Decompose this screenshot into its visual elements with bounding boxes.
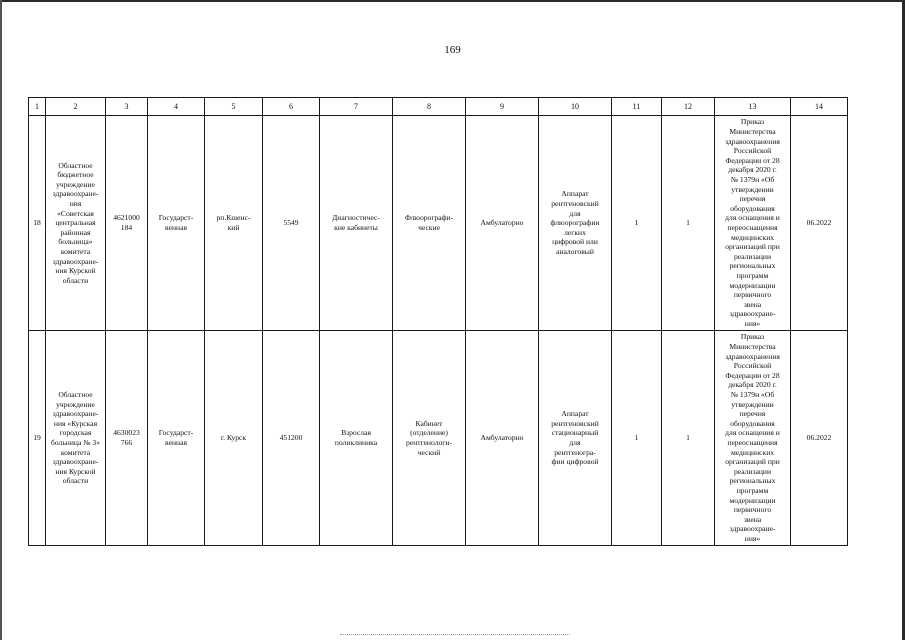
header-cell: 7 [320,98,393,116]
equipment-name: Аппарат рентгеновский для флюорографии легких цифровой или аналоговый [539,116,612,331]
inn-code: 4630023 766 [106,331,148,546]
quantity-planned: 1 [662,116,715,331]
header-cell: 13 [715,98,791,116]
header-cell: 2 [46,98,106,116]
locality: г. Курск [205,331,263,546]
ownership-form: Государст- венная [148,116,205,331]
organization-name: Областное бюджетное учреждение здравоохране- ния «Советская центральная районная больница» комитета здравоохране- ния Курской области [46,116,106,331]
scan-artifact-line [340,634,570,636]
deadline: 06.2022 [791,116,848,331]
unit-type: Взрослая поликлиника [320,331,393,546]
header-cell: 3 [106,98,148,116]
quantity-required: 1 [612,331,662,546]
row-number: 18 [29,116,46,331]
organization-name: Областное учреждение здравоохране- ния «Курская городская больница № 3» комитета здравоохране- ния Курской области [46,331,106,546]
page-number: 169 [444,44,461,56]
header-cell: 14 [791,98,848,116]
header-cell: 4 [148,98,205,116]
cabinet-type: Кабинет (отделение) рентгенологи- ческий [393,331,466,546]
header-cell: 10 [539,98,612,116]
scan-border-left [0,0,2,640]
cabinet-type: Флюорографи- ческие [393,116,466,331]
unit-type: Диагностичес- кие кабинеты [320,116,393,331]
care-condition: Амбулаторно [466,331,539,546]
table-row [29,331,848,546]
ownership-form: Государст- венная [148,331,205,546]
equipment-table [28,97,848,546]
equipment-name: Аппарат рентгеновский стационарный для рентгеногра- фии цифровой [539,331,612,546]
header-cell: 9 [466,98,539,116]
quantity-required: 1 [612,116,662,331]
inn-code: 4621000 184 [106,116,148,331]
header-cell: 5 [205,98,263,116]
scan-border-top [0,0,905,2]
table-row [29,116,848,331]
care-condition: Амбулаторно [466,116,539,331]
header-cell: 12 [662,98,715,116]
quantity-planned: 1 [662,331,715,546]
locality: рп.Кшенс- кий [205,116,263,331]
header-cell: 6 [263,98,320,116]
deadline: 06.2022 [791,331,848,546]
header-cell: 11 [612,98,662,116]
population: 451200 [263,331,320,546]
row-number: 19 [29,331,46,546]
header-cell: 1 [29,98,46,116]
legal-basis: Приказ Министерства здравоохранения Российской Федерации от 28 декабря 2020 г. № 1379н «Об утверждении перечня оборудования для оснащения и переоснащения медицинских организаций при реализации региональных программ модернизации первичного звена здравоохране- ния» [715,331,791,546]
table-header-row [29,98,848,116]
population: 5549 [263,116,320,331]
header-cell: 8 [393,98,466,116]
legal-basis: Приказ Министерства здравоохранения Российской Федерации от 28 декабря 2020 г. № 1379н «Об утверждении перечня оборудования для оснащения и переоснащения медицинских организаций при реализации региональных программ модернизации первичного звена здравоохране- ния» [715,116,791,331]
